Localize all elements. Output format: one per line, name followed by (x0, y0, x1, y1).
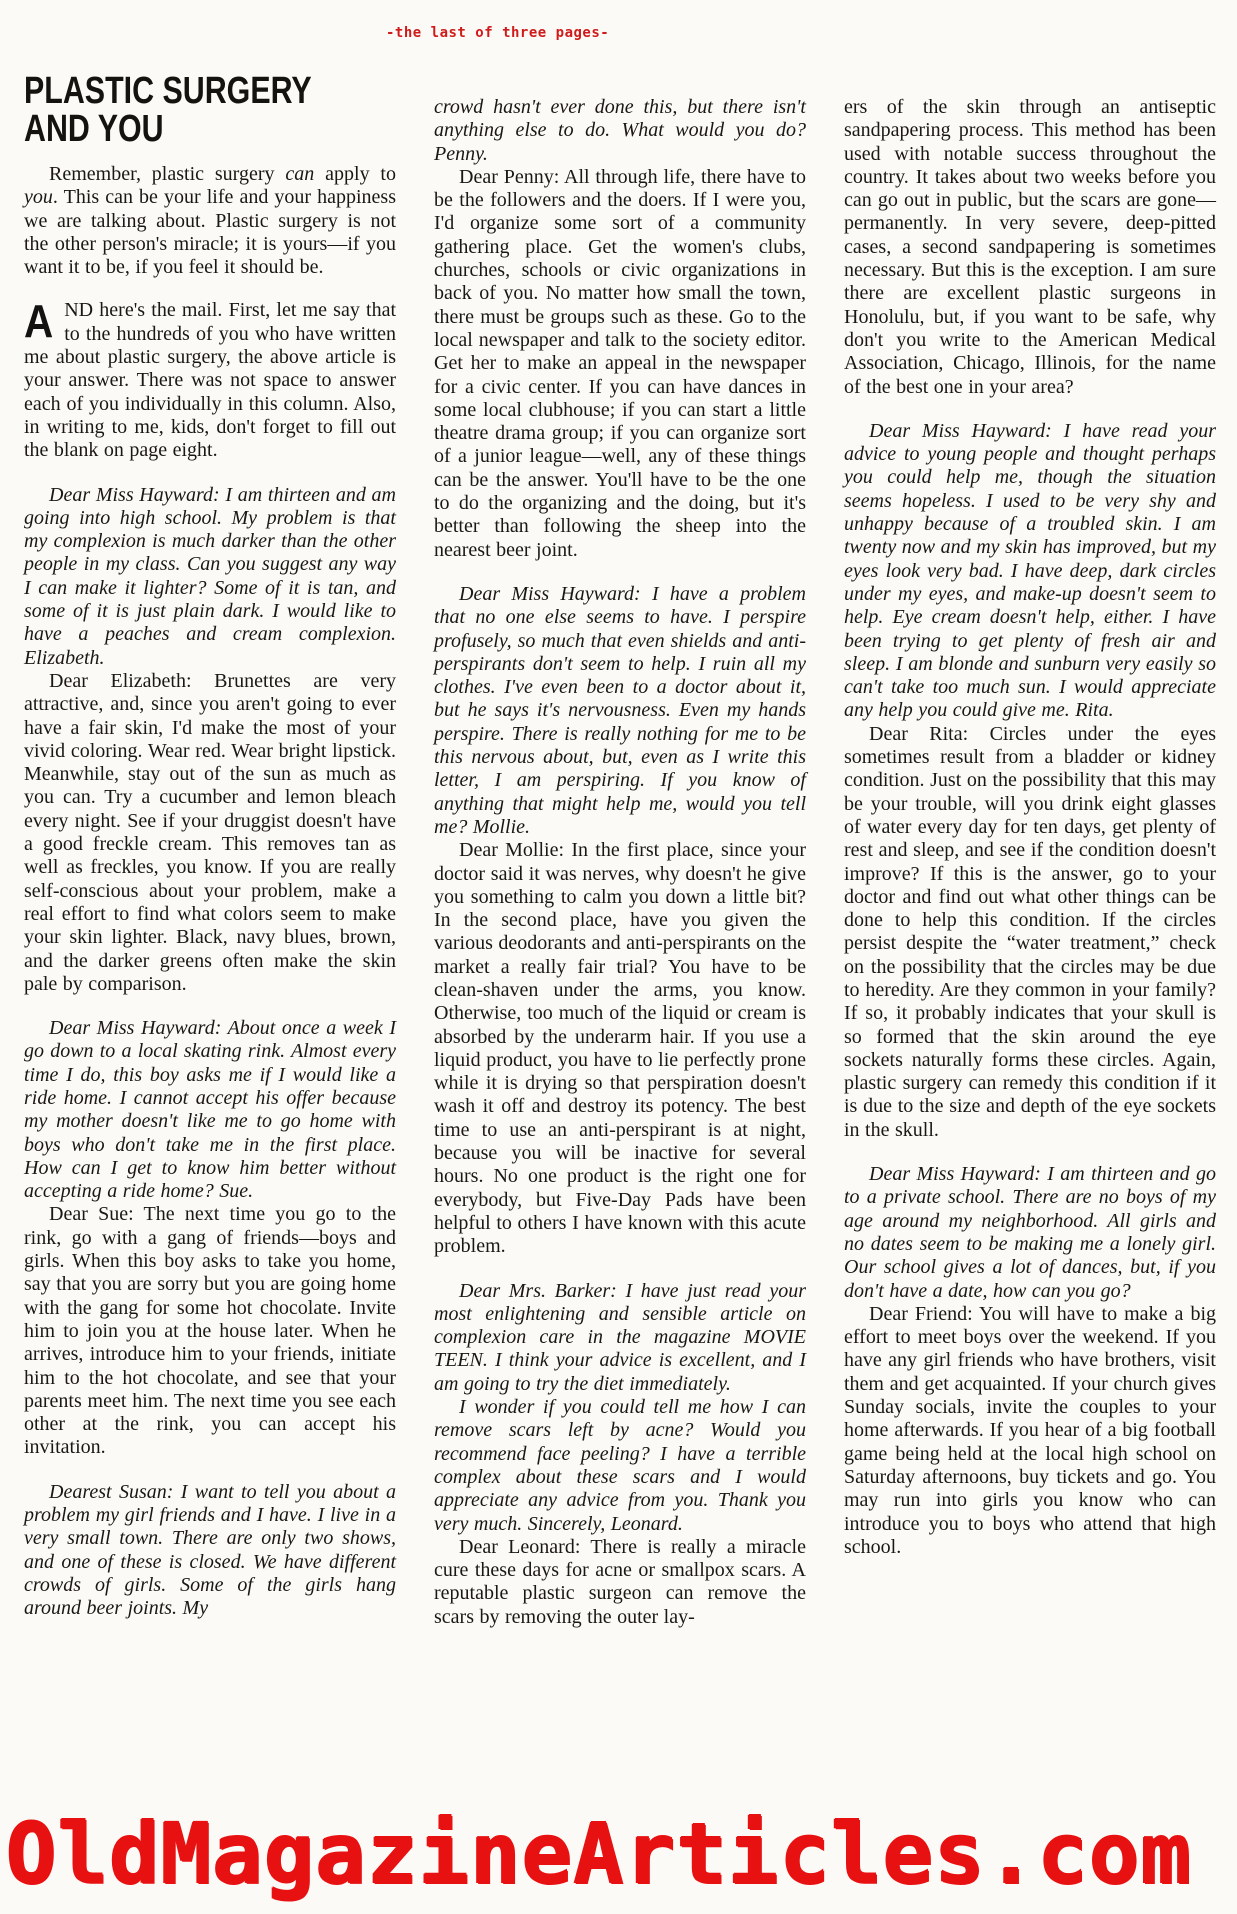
editor-reply: Dear Mollie: In the first place, since your doctor said it was nerves, why doesn't he give you something to calm you down a little bit? In the second place, have you given the various deodorants and anti-perspirants on the market a really fair trial? You have to be clean-shaven under the arms, you know. Otherwise, too much of the liquid or cream is absorbed by the underarm hair. If you use a liquid product, you have to lie perfectly prone while it is drying so that perspiration doesn't wash it off and destroy its potency. The best time to use an anti-perspirant is at night, because you will be inactive for several hours. No one product is the right one for everybody, but Five-Day Pads have been helpful to others I have known with this acute problem. (434, 839, 806, 1258)
editor-reply: ers of the skin through an antiseptic sandpapering process. This method has been used with notable success throughout the country. It takes about two weeks before you can go out in public, but the scars are gone—permanently. In very severe, deep-pitted cases, a second sandpapering is sometimes necessary. But this is the exception. I am sure there are excellent plastic surgeons in Honolulu, but, if you want to be safe, why don't you write to the American Medical Association, Chicago, Illinois, for the name of the best one in your area? (844, 96, 1216, 398)
editor-reply: Dear Penny: All through life, there have to be the followers and the doers. If I were you, I'd organize some sort of a community gathering place. Get the women's clubs, churches, schools or civic organizations in back of you. No matter how small the town, there must be groups such as these. Go to the local newspaper and talk to the society editor. Get her to make an appeal in the newspaper for a civic center. If you can have dances in some local clubhouse; if you can start a little theatre drama group; if you can organize sort of a junior league—well, any of these things can be the answer. You'll have to be the one to do the organizing and the doing, but it's better than following the sheep into the nearest beer joint. (434, 165, 806, 561)
reader-letter: Dear Miss Hayward: About once a week I go down to a local skating rink. Almost every time I do, this boy asks me if I would like a ride home. I cannot accept his offer because my mother doesn't like me to go home with boys who don't take me in the first place. How can I get to know him better without accepting a ride home? Sue. (24, 1017, 396, 1203)
article-title-line1: PLASTIC SURGERY (24, 70, 312, 112)
editor-reply: Dear Rita: Circles under the eyes sometimes result from a bladder or kidney condition. Just on the possibility that this may be your trouble, will you drink eight glasses of water every day for ten days, get plenty of rest and sleep, and see if the condition doesn't improve? If this is the answer, go to your doctor and find out what other things can be done to help this condition. If the circles persist despite the “water treatment,” check on the possibility that the circles may be due to heredity. Are they common in your family? If so, it probably indicates that your skull is so formed that the skin around the eye sockets naturally forms these circles. Again, plastic surgery can remedy this condition if it is due to the size and depth of the eye sockets in the skull. (844, 722, 1216, 1141)
article-title-line2: AND YOU (24, 108, 164, 150)
article-paragraph: Remember, plastic surgery can apply to you. This can be your life and your happiness we are talking about. Plastic surgery is not the other person's miracle; it is yours—if you want it to be, if you feel it should be. (24, 163, 396, 279)
editor-reply: Dear Sue: The next time you go to the rink, go with a gang of friends—boys and girls. When this boy asks to take you home, say that you are sorry but you are going home with the gang for some hot chocolate. Invite him to join you at the house later. When he arrives, introduce him to your friends, initiate him to the hot chocolate, and see that your parents meet him. The next time you see each other at the rink, you can accept his invitation. (24, 1203, 396, 1459)
column-1 (24, 72, 396, 1629)
reader-letter: crowd hasn't ever done this, but there isn't anything else to do. What would you do? Penny. (434, 96, 806, 165)
reader-letter: Dear Miss Hayward: I have read your advice to young people and thought perhaps you could help me, though the situation seems hopeless. I used to be very shy and unhappy because of a troubled skin. I am twenty now and my skin has improved, but my eyes look very bad. I have deep, dark circles under my eyes, and make-up doesn't seem to help. Eye cream doesn't help, either. I have been trying to get plenty of fresh air and sleep. I am blonde and sunburn very easily so can't take too much sun. I would appreciate any help you could give me. Rita. (844, 419, 1216, 722)
editor-reply: Dear Elizabeth: Brunettes are very attractive, and, since you aren't going to ever have a fair skin, I'd make the most of your vivid coloring. Wear red. Wear bright lipstick. Meanwhile, stay out of the sun as much as you can. Try a cucumber and lemon bleach every night. See if your druggist doesn't have a good freckle cream. This removes tan as well as freckles, you know. If you are really self-conscious about your problem, make a real effort to find what colors seem to make your skin lighter. Black, navy blues, brown, and the darker greens often make the skin pale by comparison. (24, 669, 396, 995)
reader-letter: Dearest Susan: I want to tell you about a problem my girl friends and I have. I live in a very small town. There are only two shows, and one of these is closed. We have different crowds of girls. Some of the girls hang around beer joints. My (24, 1480, 396, 1620)
editor-reply: Dear Friend: You will have to make a big effort to meet boys over the weekend. If you have any girl friends who have brothers, visit them and get acquainted. If your church gives Sunday socials, invite the couples to your home afterwards. If you hear of a big football game being held at the local high school on Saturday afternoons, buy tickets and go. You may run into girls you know who can introduce you to boys who attend that high school. (844, 1302, 1216, 1558)
reader-letter: Dear Mrs. Barker: I have just read your most enlightening and sensible article on complexion care in the magazine MOVIE TEEN. I think your advice is excellent, and I am going to try the diet immediately. (434, 1279, 806, 1395)
drop-cap-letter: A (24, 295, 54, 348)
reader-letter: I wonder if you could tell me how I can remove scars left by acne? Would you recommend face peeling? I have a terrible complex about these scars and I would appreciate any advice from you. Thank you very much. Sincerely, Leonard. (434, 1396, 806, 1535)
column-3 (844, 72, 1216, 1629)
article-columns (24, 72, 1216, 1629)
page-sequence-note: -the last of three pages- (386, 25, 610, 41)
reader-letter: Dear Miss Hayward: I am thirteen and am going into high school. My problem is that my complexion is much darker than the other people in my class. Can you suggest any way I can make it lighter? Some of it is tan, and some of it is just plain dark. I would like to have a peaches and cream complexion. Elizabeth. (24, 483, 396, 669)
reader-letter: Dear Miss Hayward: I have a problem that no one else seems to have. I perspire profusely, so much that even shields and anti-perspirants don't seem to help. I ruin all my clothes. I've even been to a doctor about it, but he says it's nervousness. Even my hands perspire. There is really nothing for me to be this nervous about, but, even as I write this letter, I am perspiring. If you know of anything that might help me, would you tell me? Mollie. (434, 582, 806, 838)
article-title (24, 72, 396, 148)
article-paragraph: AND here's the mail. First, let me say that to the hundreds of you who have written me about plastic surgery, the above article is your answer. There was not space to answer each of you individually in this column. Also, in writing to me, kids, don't forget to fill out the blank on page eight. (24, 295, 396, 462)
watermark-text: OldMagazineArticles.com (6, 1805, 1193, 1903)
reader-letter: Dear Miss Hayward: I am thirteen and go to a private school. There are no boys of my age around my neighborhood. All girls and no dates seem to be making me a lonely girl. Our school gives a lot of dances, but, if you don't have a date, how can you go? (844, 1163, 1216, 1302)
column-2 (434, 72, 806, 1629)
editor-reply: Dear Leonard: There is really a miracle cure these days for acne or smallpox scars. A reputable plastic surgeon can remove the scars by removing the outer lay- (434, 1535, 806, 1628)
